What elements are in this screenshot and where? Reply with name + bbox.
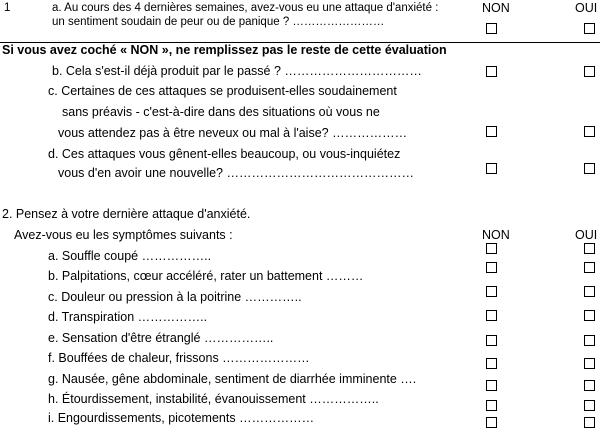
q2-header-oui-checkbox[interactable] xyxy=(584,243,595,254)
q2-col-oui-header: OUI xyxy=(575,228,598,242)
q1b-text: b. Cela s'est-il déjà produit par le passé ? …………………………… xyxy=(52,64,422,78)
symptom-g-oui-checkbox[interactable] xyxy=(584,400,595,411)
q1c-oui-checkbox[interactable] xyxy=(584,126,595,137)
q1a-text-line1: a. Au cours des 4 dernières semaines, avez-vous eu une attaque d'anxiété : xyxy=(52,2,439,14)
q1a-text-line2: un sentiment soudain de peur ou de panique ? …………………… xyxy=(52,16,385,28)
q1c-text-line3: vous attendez pas à être neveux ou mal à l'aise? ……………… xyxy=(58,126,408,140)
symptom-b-non-checkbox[interactable] xyxy=(486,286,497,297)
q2-subheading: Avez-vous eu les symptômes suivants : xyxy=(14,228,233,242)
symptom-e-oui-checkbox[interactable] xyxy=(584,358,595,369)
symptom-e: e. Sensation d'être étranglé …………….. xyxy=(48,331,274,345)
symptom-f: f. Bouffées de chaleur, frissons ………………… xyxy=(48,351,310,365)
q2-col-non-header: NON xyxy=(482,228,510,242)
q1a-non-checkbox[interactable] xyxy=(486,23,497,34)
symptom-g: g. Nausée, gêne abdominale, sentiment de diarrhée imminente …. xyxy=(48,372,417,386)
symptom-h: h. Étourdissement, instabilité, évanouissement …………….. xyxy=(48,392,379,406)
symptom-c-oui-checkbox[interactable] xyxy=(584,310,595,321)
symptom-h-oui-checkbox[interactable] xyxy=(584,417,595,428)
q1c-text-line2: sans préavis - c'est-à-dire dans des situations où vous ne xyxy=(62,105,380,119)
symptom-f-oui-checkbox[interactable] xyxy=(584,380,595,391)
symptom-d-oui-checkbox[interactable] xyxy=(584,335,595,346)
q1c-text-line1: c. Certaines de ces attaques se produisent-elles soudainement xyxy=(48,84,397,98)
symptom-d: d. Transpiration …………….. xyxy=(48,310,208,324)
skip-instruction: Si vous avez coché « NON », ne remplissez pas le reste de cette évaluation xyxy=(2,43,447,57)
symptom-e-non-checkbox[interactable] xyxy=(486,358,497,369)
symptom-a: a. Souffle coupé …………….. xyxy=(48,249,212,263)
q1a-oui-checkbox[interactable] xyxy=(584,23,595,34)
q1b-non-checkbox[interactable] xyxy=(486,66,497,77)
symptom-i: i. Engourdissements, picotements ……………… xyxy=(48,411,315,425)
q1c-non-checkbox[interactable] xyxy=(486,126,497,137)
q1d-oui-checkbox[interactable] xyxy=(584,163,595,174)
symptom-a-non-checkbox[interactable] xyxy=(486,262,497,273)
q1b-oui-checkbox[interactable] xyxy=(584,66,595,77)
q1d-text-line1: d. Ces attaques vous gênent-elles beaucoup, ou vous-inquiétez xyxy=(48,147,401,161)
symptom-g-non-checkbox[interactable] xyxy=(486,400,497,411)
col-oui-header: OUI xyxy=(575,1,598,15)
symptom-d-non-checkbox[interactable] xyxy=(486,335,497,346)
symptom-f-non-checkbox[interactable] xyxy=(486,380,497,391)
question-number: 1 xyxy=(4,2,11,14)
symptom-c-non-checkbox[interactable] xyxy=(486,310,497,321)
symptom-b: b. Palpitations, cœur accéléré, rater un battement ……… xyxy=(48,269,364,283)
q2-heading: 2. Pensez à votre dernière attaque d'anxiété. xyxy=(2,207,251,221)
symptom-h-non-checkbox[interactable] xyxy=(486,417,497,428)
q2-header-non-checkbox[interactable] xyxy=(486,243,497,254)
symptom-b-oui-checkbox[interactable] xyxy=(584,286,595,297)
symptom-c: c. Douleur ou pression à la poitrine ………….. xyxy=(48,290,302,304)
q1d-text-line2: vous d'en avoir une nouvelle? ……………………………………… xyxy=(58,166,414,180)
symptom-a-oui-checkbox[interactable] xyxy=(584,262,595,273)
col-non-header: NON xyxy=(482,1,510,15)
q1d-non-checkbox[interactable] xyxy=(486,163,497,174)
